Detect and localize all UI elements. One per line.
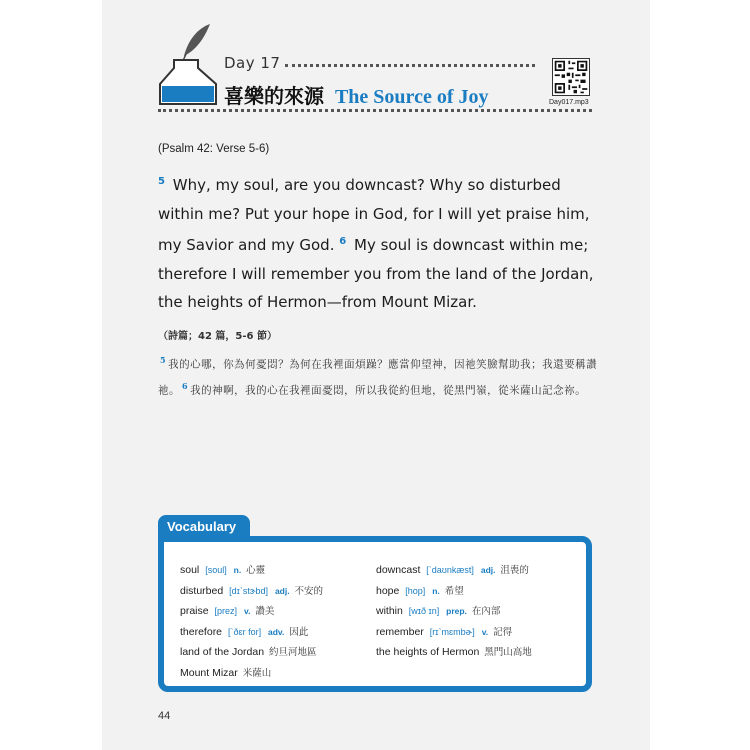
scripture-reference: (Psalm 42: Verse 5-6) bbox=[158, 143, 270, 155]
vocabulary-translation: 因此 bbox=[289, 626, 309, 638]
vocabulary-pronunciation: [wɪð ɪn] bbox=[408, 606, 440, 616]
vocabulary-word: remember bbox=[376, 625, 424, 638]
vocabulary-word: soul bbox=[180, 564, 200, 576]
vocabulary-translation: 心靈 bbox=[246, 565, 266, 576]
vocabulary-translation: 約旦河地區 bbox=[268, 647, 317, 658]
vocabulary-pronunciation: [dɪˋstɝbd] bbox=[229, 585, 269, 596]
verse-number: 5 bbox=[158, 176, 165, 187]
vocabulary-item bbox=[376, 624, 532, 645]
vocabulary-heading: Vocabulary bbox=[158, 515, 250, 539]
header-dotted-divider bbox=[285, 64, 535, 67]
vocabulary-part-of-speech: v. bbox=[243, 606, 251, 616]
vocabulary-column-left bbox=[180, 562, 323, 685]
vocabulary-item bbox=[180, 583, 323, 604]
audio-file-label: Day017.mp3 bbox=[549, 99, 589, 106]
vocabulary-word: therefore bbox=[180, 625, 223, 638]
scripture-reference-chinese: （詩篇；42 篇，5-6 節） bbox=[158, 331, 277, 342]
verse-text: Why, my soul, are you downcast? Why so disturbed within me? Put your hope in God, for I will yet praise him, my Savior and my God. bbox=[158, 176, 590, 254]
vocabulary-item bbox=[180, 624, 323, 645]
vocabulary-pronunciation: [ˋdaʊnkæst] bbox=[426, 565, 474, 575]
vocabulary-pronunciation: [ˋðɛr for] bbox=[227, 626, 262, 637]
vocabulary-item bbox=[376, 644, 532, 665]
vocabulary-box bbox=[158, 536, 592, 692]
verse-chinese bbox=[158, 350, 598, 401]
vocabulary-word: within bbox=[376, 605, 403, 617]
vocabulary-part-of-speech: v. bbox=[481, 626, 489, 637]
vocabulary-part-of-speech: prep. bbox=[446, 606, 467, 616]
vocabulary-translation: 不安的 bbox=[294, 585, 324, 597]
verse-number: 5 bbox=[160, 355, 167, 365]
vocabulary-item bbox=[180, 665, 323, 686]
vocabulary-translation: 黑門山高地 bbox=[484, 647, 532, 658]
vocabulary-word: hope bbox=[376, 584, 400, 597]
title-english: The Source of Joy bbox=[334, 86, 489, 108]
page-title bbox=[224, 80, 488, 109]
vocabulary-translation: 希望 bbox=[444, 585, 464, 597]
vocabulary-part-of-speech: adj. bbox=[480, 565, 496, 575]
vocabulary-pronunciation: [prez] bbox=[214, 606, 238, 616]
vocabulary-item bbox=[180, 644, 323, 665]
title-chinese: 喜樂的來源 bbox=[224, 84, 324, 108]
header-bottom-divider bbox=[158, 109, 592, 112]
vocabulary-pronunciation: [soul] bbox=[205, 565, 227, 575]
qr-code-icon[interactable] bbox=[552, 58, 590, 96]
vocabulary-word: land of the Jordan bbox=[180, 646, 265, 658]
vocabulary-word: Mount Mizar bbox=[180, 666, 238, 679]
day-label: Day 17 bbox=[224, 54, 281, 72]
ink-bottle-quill-icon bbox=[158, 22, 220, 106]
vocabulary-pronunciation: [rɪˋmɛmbɚ] bbox=[429, 626, 475, 637]
vocabulary-item bbox=[180, 562, 323, 583]
vocabulary-translation: 米薩山 bbox=[242, 667, 272, 679]
vocabulary-item bbox=[376, 562, 532, 583]
vocabulary-part-of-speech: adv. bbox=[268, 626, 285, 637]
vocabulary-word: the heights of Hermon bbox=[376, 646, 480, 658]
vocabulary-item bbox=[376, 583, 532, 604]
vocabulary-translation: 在內部 bbox=[471, 606, 501, 617]
vocabulary-item bbox=[180, 603, 323, 624]
vocabulary-word: praise bbox=[180, 605, 209, 617]
vocabulary-translation: 讚美 bbox=[255, 606, 275, 617]
verse-number: 6 bbox=[182, 380, 189, 391]
vocabulary-part-of-speech: n. bbox=[233, 565, 242, 575]
vocabulary-part-of-speech: adj. bbox=[274, 585, 290, 596]
verse-number: 6 bbox=[339, 236, 347, 247]
verse-english bbox=[158, 168, 598, 317]
verse-text: My soul is downcast within me; therefore I will remember you from the land of the Jordan, the heights of Hermon—from Mount Mizar. bbox=[158, 236, 594, 311]
page-number: 44 bbox=[158, 710, 171, 722]
vocabulary-translation: 沮喪的 bbox=[500, 565, 529, 576]
vocabulary-item bbox=[376, 603, 532, 624]
vocabulary-column-right bbox=[376, 562, 532, 665]
vocabulary-word: disturbed bbox=[180, 584, 224, 597]
verse-text-chinese: 我的心哪，你為何憂悶？為何在我裡面煩躁？應當仰望神，因祂笑臉幫助我；我還要稱讚祂。 bbox=[158, 358, 598, 396]
verse-text-chinese: 我的神啊，我的心在我裡面憂悶，所以我從約但地，從黑門嶺，從米薩山記念祢。 bbox=[190, 384, 587, 396]
vocabulary-word: downcast bbox=[376, 564, 421, 576]
vocabulary-pronunciation: [hop] bbox=[405, 585, 426, 596]
vocabulary-part-of-speech: n. bbox=[432, 585, 440, 596]
vocabulary-translation: 記得 bbox=[493, 626, 513, 638]
